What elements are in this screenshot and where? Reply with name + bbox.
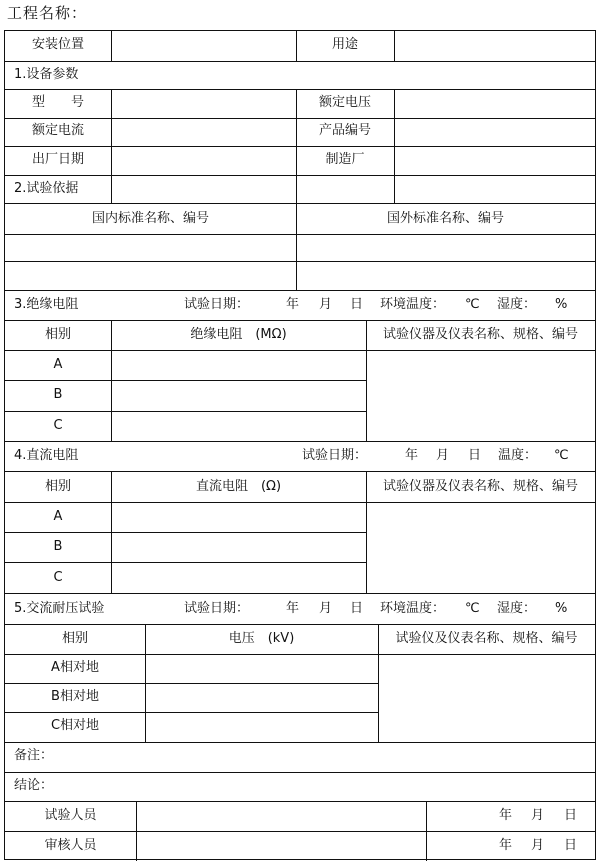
divider <box>5 411 366 412</box>
insulation-resistance-header: 绝缘电阻 (MΩ) <box>190 327 287 342</box>
remarks-label: 备注： <box>14 748 54 763</box>
divider <box>5 742 595 743</box>
voltage-header: 电压 (kV) <box>228 631 295 646</box>
phase-cell: A <box>53 357 63 372</box>
phase-cell: B相对地 <box>51 689 99 704</box>
section-title: 2.试验依据 <box>14 181 79 196</box>
day-label: 日 <box>564 808 578 823</box>
phase-cell: B <box>53 387 63 402</box>
phase-cell: B <box>53 539 63 554</box>
divider <box>5 831 595 832</box>
month-label: 月 <box>531 838 545 853</box>
install-location-label: 安装位置 <box>31 37 84 52</box>
test-record-form <box>4 30 596 860</box>
divider <box>5 683 378 684</box>
divider <box>5 471 595 472</box>
month-label: 月 <box>436 448 450 463</box>
divider <box>5 624 595 625</box>
manufacture-date-label: 出厂日期 <box>31 152 84 167</box>
section-title: 5.交流耐压试验 <box>14 601 105 616</box>
ambient-temp-label: 环境温度： <box>380 297 446 312</box>
celsius-label: ℃ <box>465 601 480 616</box>
divider <box>394 89 395 203</box>
divider <box>136 801 137 861</box>
divider <box>5 290 595 291</box>
divider <box>5 562 366 563</box>
dc-resistance-header: 直流电阻 (Ω) <box>195 479 282 494</box>
product-number-label: 产品编号 <box>318 123 371 138</box>
divider <box>5 234 595 235</box>
instrument-header: 试验仪及仪表名称、规格、编号 <box>395 631 578 646</box>
phase-cell: A相对地 <box>51 660 99 675</box>
divider <box>5 712 378 713</box>
test-date-label: 试验日期： <box>302 448 368 463</box>
divider <box>5 380 366 381</box>
instrument-header: 试验仪器及仪表名称、规格、编号 <box>382 479 578 494</box>
reviewer-label: 审核人员 <box>44 838 97 853</box>
divider <box>5 772 595 773</box>
divider <box>5 350 595 351</box>
ambient-temp-label: 环境温度： <box>380 601 446 616</box>
divider <box>5 320 595 321</box>
divider <box>5 502 595 503</box>
year-label: 年 <box>286 297 300 312</box>
divider <box>5 801 595 802</box>
test-date-label: 试验日期： <box>184 601 250 616</box>
day-label: 日 <box>350 297 364 312</box>
phase-header: 相别 <box>44 479 71 494</box>
year-label: 年 <box>286 601 300 616</box>
phase-cell: C <box>53 418 63 433</box>
day-label: 日 <box>350 601 364 616</box>
humidity-label: 湿度： <box>497 601 537 616</box>
year-label: 年 <box>499 808 513 823</box>
rated-current-label: 额定电流 <box>31 123 84 138</box>
divider <box>5 203 595 204</box>
divider <box>5 261 595 262</box>
percent-label: % <box>555 297 568 312</box>
month-label: 月 <box>319 601 333 616</box>
phase-cell: A <box>53 509 63 524</box>
test-date-label: 试验日期： <box>184 297 250 312</box>
phase-header: 相别 <box>44 327 71 342</box>
domestic-standard-header: 国内标准名称、编号 <box>91 211 209 226</box>
conclusion-label: 结论： <box>14 778 54 793</box>
month-label: 月 <box>319 297 333 312</box>
section-title: 1.设备参数 <box>14 67 79 82</box>
phase-header: 相别 <box>61 631 88 646</box>
model-label: 型 号 <box>31 95 84 110</box>
divider <box>5 593 595 594</box>
divider <box>5 89 595 90</box>
divider <box>5 118 595 119</box>
temperature-label: 温度： <box>498 448 538 463</box>
percent-label: % <box>555 601 568 616</box>
section-title: 4.直流电阻 <box>14 448 79 463</box>
day-label: 日 <box>564 838 578 853</box>
divider <box>5 61 595 62</box>
divider <box>111 89 112 203</box>
celsius-label: ℃ <box>465 297 480 312</box>
divider <box>426 801 427 861</box>
divider <box>5 175 595 176</box>
divider <box>5 654 595 655</box>
divider <box>5 146 595 147</box>
phase-cell: C <box>53 570 63 585</box>
year-label: 年 <box>499 838 513 853</box>
divider <box>111 31 112 61</box>
humidity-label: 湿度： <box>497 297 537 312</box>
foreign-standard-header: 国外标准名称、编号 <box>386 211 504 226</box>
divider <box>5 532 366 533</box>
usage-label: 用途 <box>331 37 358 52</box>
month-label: 月 <box>531 808 545 823</box>
instrument-header: 试验仪器及仪表名称、规格、编号 <box>382 327 578 342</box>
tester-label: 试验人员 <box>44 808 97 823</box>
year-label: 年 <box>405 448 419 463</box>
divider <box>394 31 395 61</box>
celsius-label: ℃ <box>554 448 569 463</box>
rated-voltage-label: 额定电压 <box>318 95 371 110</box>
manufacturer-label: 制造厂 <box>325 152 365 167</box>
day-label: 日 <box>468 448 482 463</box>
divider <box>5 441 595 442</box>
phase-cell: C相对地 <box>50 718 100 733</box>
project-name-label: 工程名称： <box>7 4 88 22</box>
section-title: 3.绝缘电阻 <box>14 297 79 312</box>
